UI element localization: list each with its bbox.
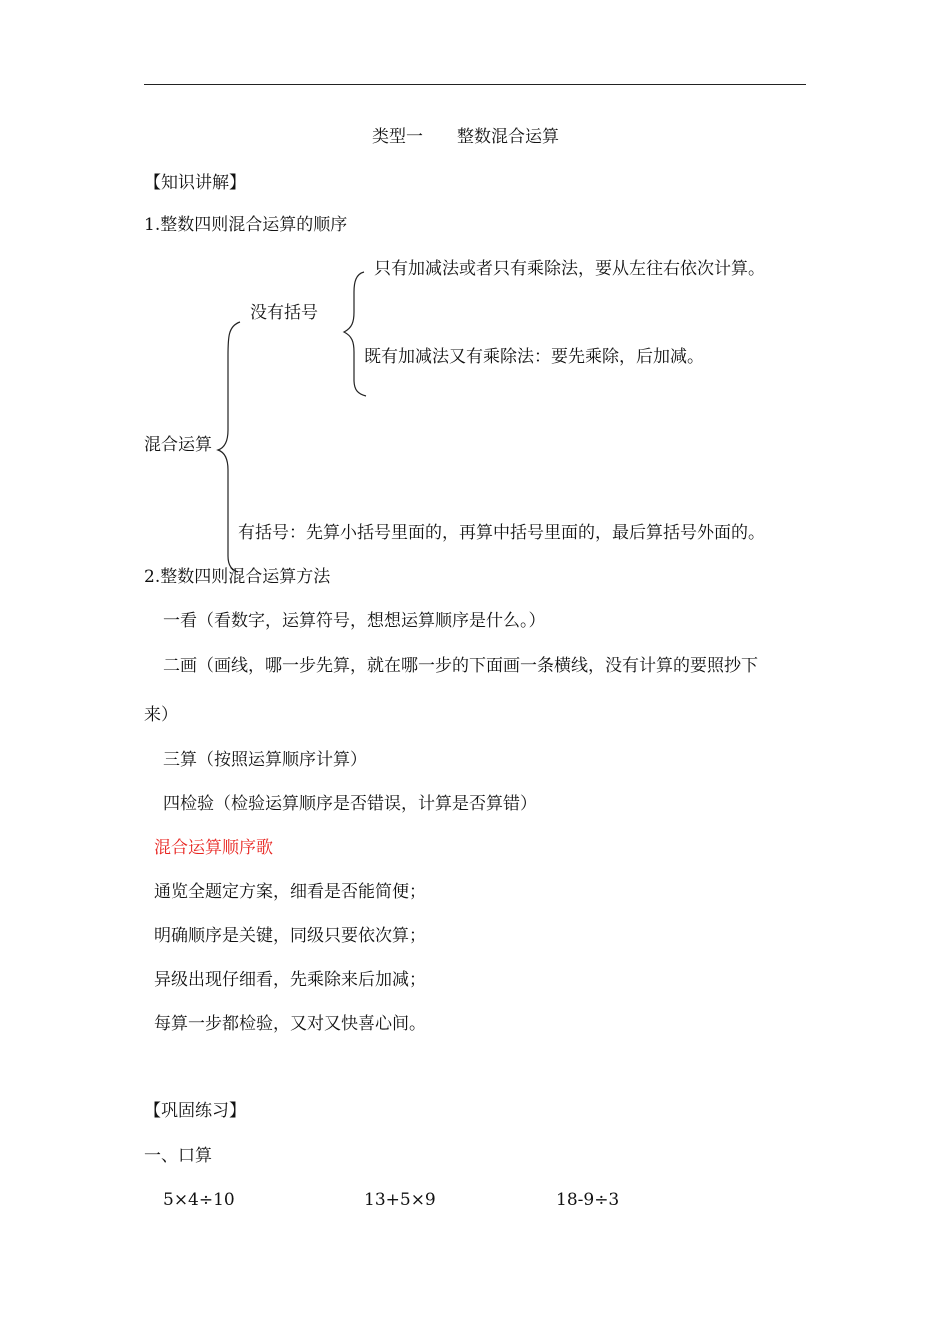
step-look: 一看（看数字，运算符号，想想运算顺序是什么。） [163, 611, 546, 631]
diagram-rule-single: 只有加减法或者只有乘除法，要从左往右依次计算。 [374, 259, 765, 279]
heading-method: 2.整数四则混合运算方法 [144, 567, 331, 587]
song-title: 混合运算顺序歌 [154, 838, 273, 858]
diagram-root-label: 混合运算 [144, 435, 212, 455]
song-line: 异级出现仔细看，先乘除来后加减； [154, 970, 426, 990]
heading-order: 1.整数四则混合运算的顺序 [144, 215, 348, 235]
diagram-rule-mixed: 既有加减法又有乘除法：要先乘除，后加减。 [364, 347, 704, 367]
page-title: 类型一 整数混合运算 [372, 127, 559, 147]
step-draw-cont: 来） [144, 705, 178, 725]
song-line: 每算一步都检验，又对又快喜心间。 [154, 1014, 426, 1034]
song-line: 明确顺序是关键，同级只要依次算； [154, 926, 426, 946]
problem: 13+5×9 [364, 1190, 436, 1210]
header-rule [144, 84, 806, 85]
diagram-with-paren: 有括号：先算小括号里面的，再算中括号里面的，最后算括号外面的。 [238, 523, 765, 543]
big-brace [218, 322, 240, 572]
section-knowledge: 【知识讲解】 [144, 173, 246, 193]
small-brace [344, 272, 366, 396]
step-draw: 二画（画线，哪一步先算，就在哪一步的下面画一条横线，没有计算的要照抄下 [163, 656, 758, 676]
step-check: 四检验（检验运算顺序是否错误，计算是否算错） [163, 794, 537, 814]
section-practice: 【巩固练习】 [144, 1101, 246, 1121]
step-calc: 三算（按照运算顺序计算） [163, 750, 367, 770]
problem: 18-9÷3 [556, 1190, 620, 1210]
problem: 5×4÷10 [163, 1190, 235, 1210]
practice-heading: 一、口算 [144, 1146, 212, 1166]
song-line: 通览全题定方案，细看是否能简便； [154, 882, 426, 902]
diagram-no-paren-label: 没有括号 [250, 303, 318, 323]
